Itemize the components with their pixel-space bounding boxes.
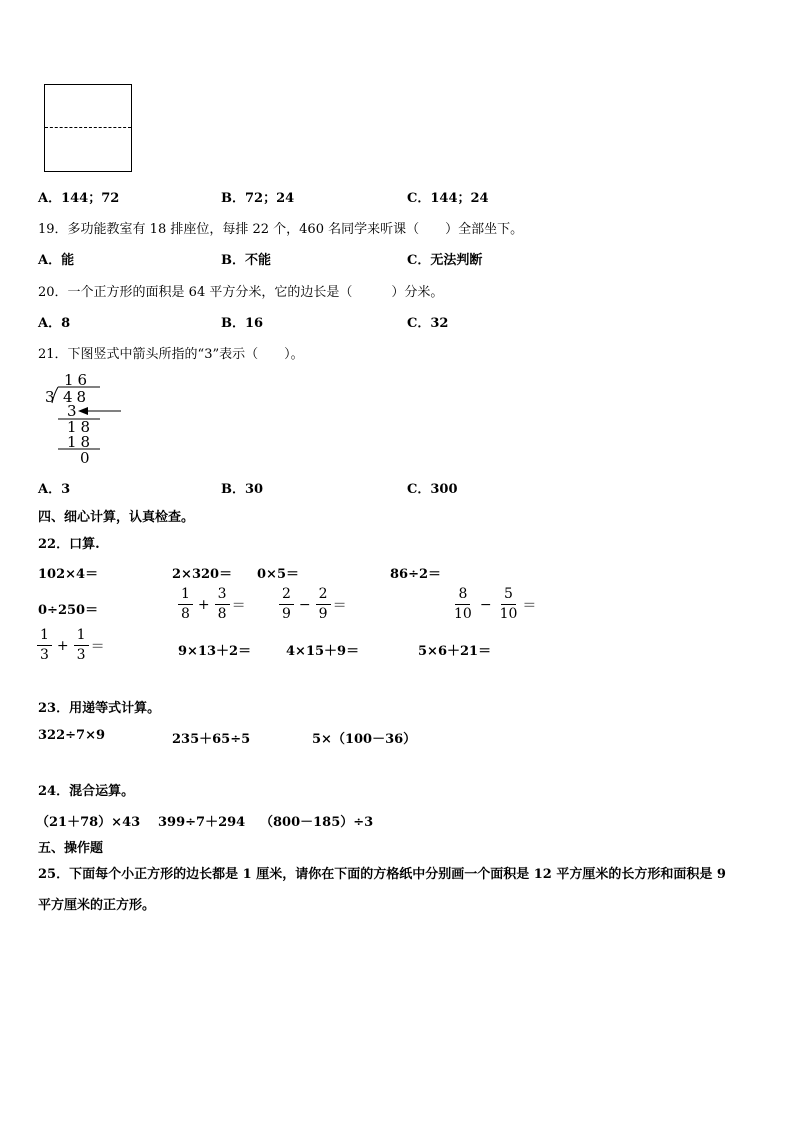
numerator: 5 [501,586,516,605]
q19-option-b[interactable]: B．不能 [221,253,271,268]
dashed-midline [45,127,131,128]
q25-line2: 平方厘米的正方形。 [38,898,156,913]
q22-item: 2×320＝ [172,567,233,582]
denominator: 8 [181,606,190,622]
q20-option-a[interactable]: A．8 [38,316,71,331]
q23-item: 322÷7×9 [38,728,106,743]
q24-title: 24．混合运算。 [38,784,135,799]
q24-item: （21＋78）×43 [36,815,141,830]
left-arrow-icon [78,407,88,415]
q19-option-c[interactable]: C．无法判断 [407,253,483,268]
q19-option-a[interactable]: A．能 [38,253,75,268]
q21-option-a[interactable]: A．3 [38,482,71,497]
square-figure [44,84,132,172]
q19-question: 19．多功能教室有 18 排座位，每排 22 个，460 名同学来听课（ ）全部坐下。 [38,222,524,237]
fraction-expression [35,627,105,664]
denominator: 10 [454,606,472,622]
numerator: 3 [215,586,230,605]
equals: ＝ [90,638,105,655]
q20-option-b[interactable]: B．16 [221,316,264,331]
long-division-figure [40,368,130,466]
q23-title: 23．用递等式计算。 [38,701,161,716]
operator: − [298,596,311,613]
q23-item: 235＋65÷5 [172,732,251,747]
q24-item: （800－185）÷3 [260,815,374,830]
q25-line1: 25．下面每个小正方形的边长都是 1 厘米，请你在下面的方格纸中分别画一个面积是 12 平方厘米的长方形和面积是 9 [38,867,726,882]
q23-item: 5×（100－36） [312,732,417,747]
q20-option-c[interactable]: C．32 [407,316,449,331]
operator: + [56,637,69,654]
denominator: 9 [282,606,291,622]
denominator: 3 [76,647,86,663]
numerator: 1 [74,627,89,646]
numerator: 2 [279,586,294,605]
q22-item: 86÷2＝ [390,567,442,582]
q22-title: 22．口算. [38,537,100,552]
denominator: 3 [40,647,49,663]
q18-option-b[interactable]: B．72；24 [221,191,295,206]
denominator: 9 [318,606,328,622]
q21-option-c[interactable]: C．300 [407,482,458,497]
numerator: 2 [316,586,331,605]
q22-item: 0×5＝ [257,567,299,582]
division-quotient: 16 [64,371,92,389]
q22-item: 102×4＝ [38,567,99,582]
division-step3: 18 [67,433,95,451]
fraction-expression [449,586,536,623]
q22-item: 0÷250＝ [38,603,99,618]
q24-item: 399÷7＋294 [158,815,246,830]
section5-title: 五、操作题 [38,841,104,856]
numerator: 1 [37,627,52,646]
division-dividend: 48 [63,388,91,406]
denominator: 8 [217,606,227,622]
numerator: 8 [455,586,470,605]
numerator: 1 [178,586,193,605]
section4-title: 四、细心计算，认真检查。 [38,510,195,525]
operator: + [197,596,210,613]
q21-question: 21．下图竖式中箭头所指的“3”表示（ ）。 [38,347,304,362]
denominator: 10 [499,606,518,622]
division-step1: 3 [67,402,77,420]
fraction-expression [277,586,347,623]
operator: − [479,596,492,613]
q18-option-c[interactable]: C．144；24 [407,191,489,206]
fraction-expression [176,586,246,623]
equals: ＝ [231,597,246,614]
q22-item: 5×6＋21＝ [418,644,492,659]
q21-option-b[interactable]: B．30 [221,482,264,497]
q22-item: 9×13＋2＝ [178,644,252,659]
division-divisor: 3 [45,388,55,406]
equals: ＝ [332,597,347,614]
q18-option-a[interactable]: A．144；72 [38,191,120,206]
q22-item: 4×15＋9＝ [286,644,360,659]
equals: ＝ [522,597,537,614]
division-step2: 18 [67,418,95,436]
division-remainder: 0 [80,449,90,466]
q20-question: 20．一个正方形的面积是 64 平方分米，它的边长是（ ）分米。 [38,285,444,300]
